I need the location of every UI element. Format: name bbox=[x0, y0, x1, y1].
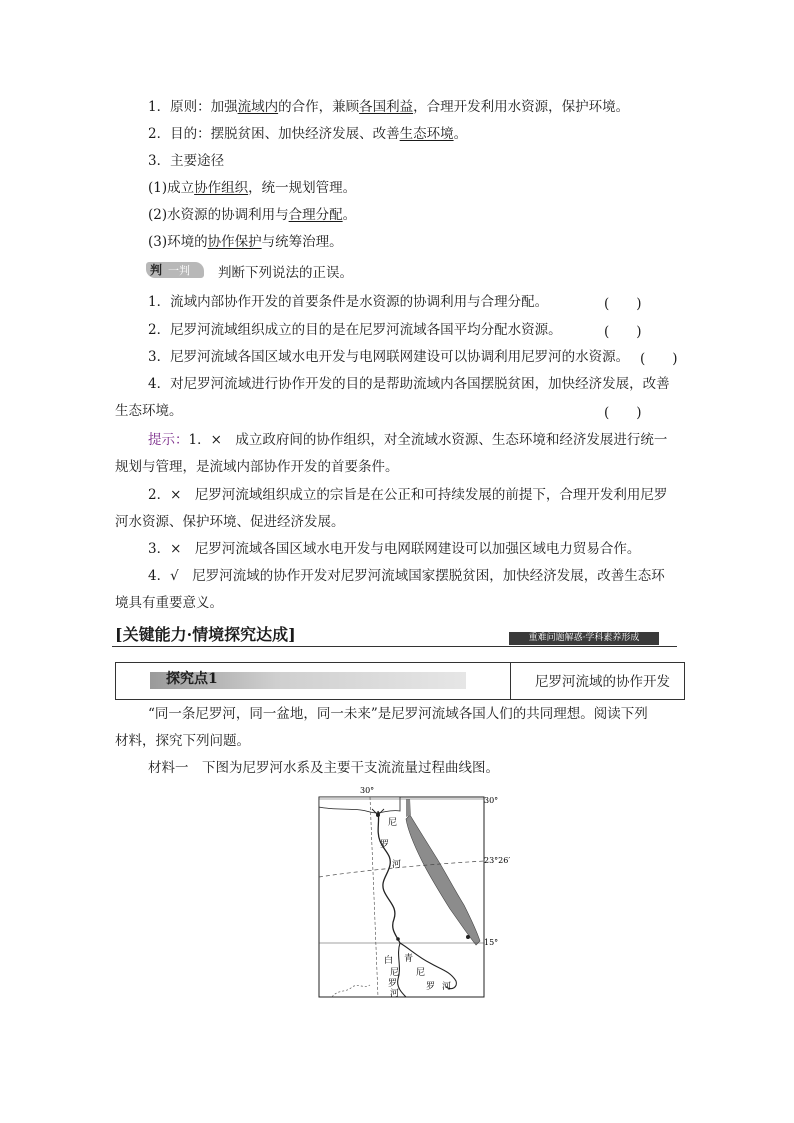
text: (1)成立 bbox=[148, 180, 195, 196]
nile-char: 罗 bbox=[380, 840, 390, 850]
material-intro: “同一条尼罗河，同一盆地，同一未来”是尼罗河流域各国人们的共同理想。阅读下列 bbox=[148, 706, 648, 722]
material-intro-cont: 材料，探究下列问题。 bbox=[115, 733, 250, 749]
white-nile-char: 河 bbox=[390, 989, 400, 999]
inquiry-divider bbox=[510, 662, 511, 700]
hint-1 bbox=[148, 430, 667, 450]
text: 。 bbox=[453, 126, 468, 142]
judge-question-3: 3．尼罗河流域各国区域水电开发与电网联网建设可以协调利用尼罗河的水资源。 bbox=[148, 349, 630, 365]
text: (2)水资源的协调利用与 bbox=[148, 207, 289, 223]
blue-nile-char: 罗 bbox=[426, 982, 436, 992]
underlined-term: 协作组织 bbox=[194, 180, 249, 196]
text: 与统筹治理。 bbox=[261, 234, 343, 250]
underlined-term: 协作保护 bbox=[207, 234, 262, 250]
underlined-term: 流域内 bbox=[237, 99, 279, 115]
text: ，统一规划管理。 bbox=[248, 180, 357, 196]
approach-item-3 bbox=[148, 232, 343, 252]
inquiry-label: 探究点1 bbox=[166, 671, 218, 687]
hint-2-cont: 河水资源、保护环境、促进经济发展。 bbox=[115, 514, 345, 530]
approach-item-1 bbox=[148, 178, 356, 198]
text: 2．目的：摆脱贫困、加快经济发展、改善 bbox=[148, 126, 400, 142]
text: 。 bbox=[342, 207, 357, 223]
text: 1．原则：加强 bbox=[148, 99, 238, 115]
material-1-caption: 材料一 下图为尼罗河水系及主要干支流流量过程曲线图。 bbox=[148, 760, 499, 776]
section-divider bbox=[112, 646, 677, 647]
city-marker bbox=[396, 937, 400, 941]
lat-30-label: 30° bbox=[484, 796, 499, 805]
text: (3)环境的 bbox=[148, 234, 208, 250]
hint-3: 3．× 尼罗河流域各国区域水电开发与电网联网建设可以加强区域电力贸易合作。 bbox=[148, 541, 641, 557]
principle-line bbox=[148, 97, 629, 117]
approach-heading: 3．主要途径 bbox=[148, 153, 225, 169]
white-nile-char: 白 bbox=[384, 956, 394, 966]
underlined-term: 合理分配 bbox=[288, 207, 343, 223]
lon-label: 30° bbox=[360, 786, 375, 795]
judge-question-4: 4．对尼罗河流域进行协作开发的目的是帮助流域内各国摆脱贫困，加快经济发展，改善 bbox=[148, 376, 670, 392]
blue-nile-char: 青 bbox=[404, 954, 414, 964]
hint-4: 4．√ 尼罗河流域的协作开发对尼罗河流域国家摆脱贫困，加快经济发展，改善生态环 bbox=[148, 568, 665, 584]
white-nile-char: 尼 bbox=[390, 968, 400, 978]
text: ，合理开发利用水资源，保护环境。 bbox=[413, 99, 630, 115]
city-marker bbox=[466, 935, 470, 939]
judge-badge bbox=[146, 262, 204, 278]
blue-nile-char: 尼 bbox=[416, 968, 426, 978]
answer-blank: ( ) bbox=[604, 324, 642, 340]
nile-char: 河 bbox=[392, 860, 402, 870]
hint-2: 2．× 尼罗河流域组织成立的宗旨是在公正和可持续发展的前提下，合理开发利用尼罗 bbox=[148, 487, 668, 503]
underlined-term: 各国 bbox=[359, 99, 387, 115]
hint-1-cont: 规划与管理，是流域内部协作开发的首要条件。 bbox=[115, 459, 399, 475]
hint-4-cont: 境具有重要意义。 bbox=[115, 595, 223, 611]
section-heading: [关键能力·情境探究达成] bbox=[115, 625, 296, 644]
blue-nile-char: 河 bbox=[442, 982, 452, 992]
judge-question-4-cont: 生态环境。 bbox=[115, 403, 183, 419]
purpose-line bbox=[148, 124, 467, 144]
inquiry-title: 尼罗河流域的协作开发 bbox=[535, 674, 670, 690]
underlined-term: 利益 bbox=[386, 99, 414, 115]
answer-blank: ( ) bbox=[640, 351, 678, 367]
judge-question-1: 1．流域内部协作开发的首要条件是水资源的协调利用与合理分配。 bbox=[148, 294, 549, 310]
text: 1．× 成立政府间的协作组织，对全流域水资源、生态环境和经济发展进行统一 bbox=[188, 432, 668, 448]
answer-blank: ( ) bbox=[604, 405, 642, 421]
judge-instruction: 判断下列说法的正误。 bbox=[218, 265, 353, 281]
text: 的合作，兼顾 bbox=[278, 99, 360, 115]
badge-text: 一判 bbox=[168, 264, 190, 277]
lat-15-label: 15° bbox=[484, 938, 499, 947]
answer-blank: ( ) bbox=[604, 296, 642, 312]
section-tag: 重难问题解惑·学科素养形成 bbox=[509, 632, 659, 645]
approach-item-2 bbox=[148, 205, 356, 225]
nile-map bbox=[318, 785, 511, 999]
hint-label: 提示： bbox=[148, 432, 189, 448]
nile-char: 尼 bbox=[388, 818, 398, 828]
judge-question-2: 2．尼罗河流域组织成立的目的是在尼罗河流域各国平均分配水资源。 bbox=[148, 322, 562, 338]
underlined-term: 生态环境 bbox=[399, 126, 454, 142]
tropic-label: 23°26′ bbox=[484, 856, 511, 865]
city-marker bbox=[376, 813, 380, 817]
badge-char: 判 bbox=[150, 263, 163, 277]
white-nile-char: 罗 bbox=[388, 979, 398, 989]
